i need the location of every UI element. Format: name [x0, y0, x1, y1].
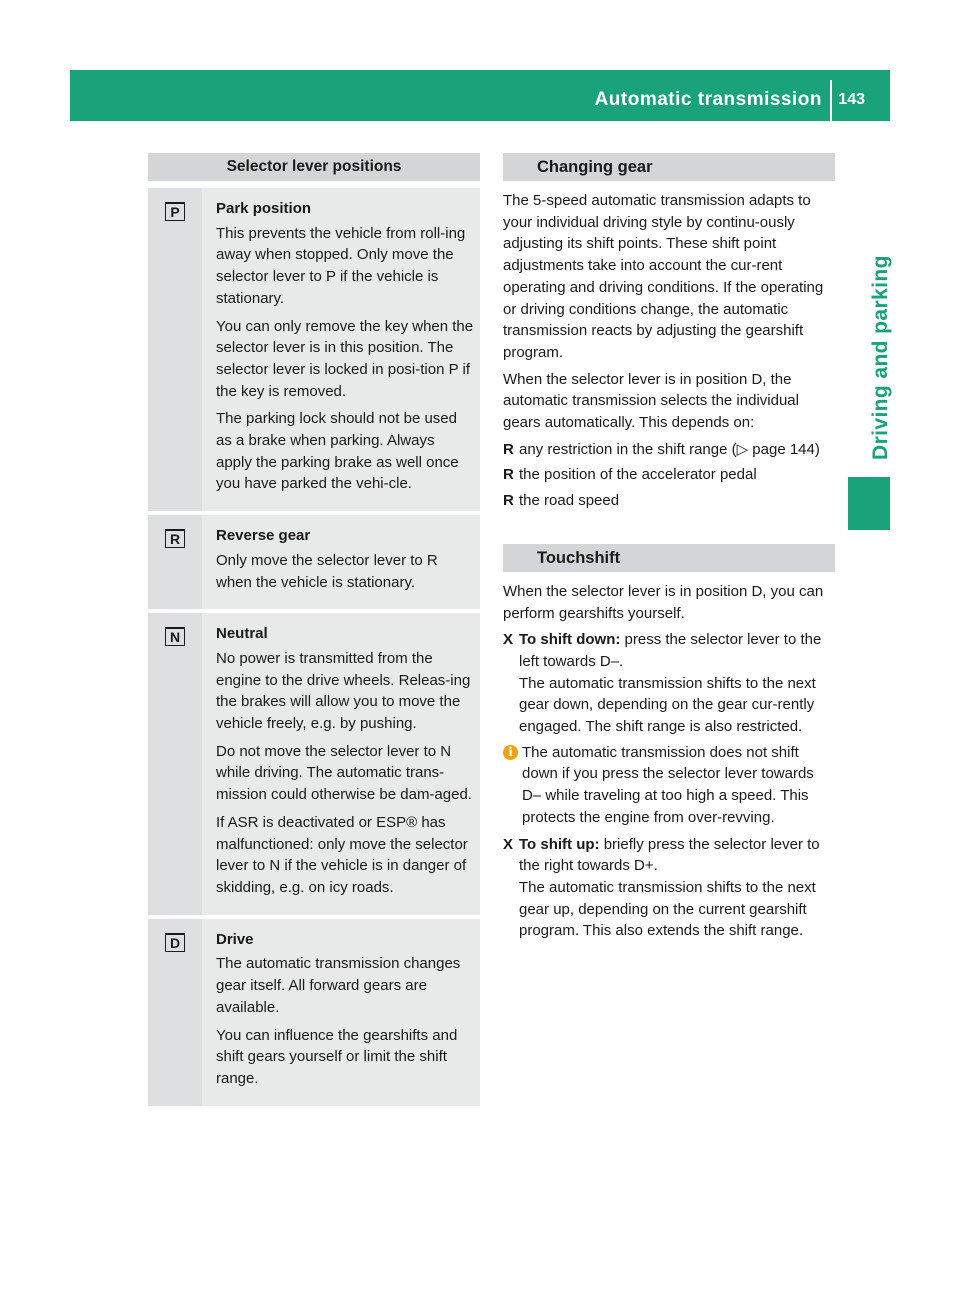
right-column	[503, 153, 835, 946]
gear-n-icon: N	[165, 627, 185, 646]
bullet-text: the position of the accelerator pedal	[519, 466, 757, 484]
bullet-icon: R	[503, 466, 514, 484]
row-paragraph: Only move the selector lever to R when the vehicle is stationary.	[216, 551, 438, 591]
table-row	[148, 919, 480, 1106]
page-header	[70, 70, 890, 121]
changing-gear-body	[503, 190, 835, 512]
row-paragraph: You can influence the gearshifts and shift gears yourself or limit the shift range.	[216, 1026, 458, 1087]
step-label: To shift up:	[519, 835, 600, 853]
step-arrow-icon: X	[503, 631, 514, 649]
row-paragraph: Do not move the selector lever to N while driving. The automatic trans-mission could otherwise be dam-aged.	[216, 742, 472, 804]
row-paragraph: This prevents the vehicle from roll-ing away when stopped. Only move the selector lever to P if the vehicle is stationary.	[216, 224, 466, 307]
header-title: Automatic transmission	[594, 89, 822, 110]
step-text: press the selector lever to the left towards D–.	[519, 631, 822, 670]
touchshift-title: Touchshift	[503, 544, 835, 572]
step-result: The automatic transmission shifts to the next gear up, depending on the current gearshift program. This also extends the shift range.	[519, 878, 816, 940]
gear-d-icon: D	[165, 933, 185, 952]
info-note	[503, 742, 835, 829]
positions-table	[148, 188, 480, 1106]
side-tab-label: Driving and parking	[869, 255, 892, 460]
row-title: Reverse gear	[216, 527, 311, 545]
step-result: The automatic transmission shifts to the next gear down, depending on the gear cur-rently engaged. The shift range is also restricted.	[519, 674, 816, 736]
info-icon: i	[503, 745, 518, 760]
changing-gear-title: Changing gear	[503, 153, 835, 181]
step-item	[503, 629, 835, 738]
step-arrow-icon: X	[503, 835, 514, 853]
body-paragraph: When the selector lever is in position D, the automatic transmission selects the individual gears automatically. This depends on:	[503, 370, 799, 432]
bullet-text: any restriction in the shift range (▷ page 144)	[519, 440, 820, 458]
row-title: Park position	[216, 200, 312, 217]
section-title: Selector lever positions	[148, 153, 480, 181]
row-paragraph: You can only remove the key when the selector lever is in this position. The selector lever is locked in posi-tion P if the key is removed.	[216, 317, 474, 400]
table-row	[148, 515, 480, 609]
page-number: 143	[838, 91, 865, 108]
table-row	[148, 613, 480, 914]
bullet-icon: R	[503, 492, 514, 510]
selector-positions-section	[148, 153, 480, 1110]
bullet-text: the road speed	[519, 492, 620, 510]
list-item	[503, 464, 835, 486]
header-separator	[830, 80, 832, 121]
list-item	[503, 439, 835, 461]
body-paragraph: When the selector lever is in position D, you can perform gearshifts yourself.	[503, 582, 824, 622]
gear-r-icon: R	[165, 529, 185, 548]
row-title: Drive	[216, 930, 254, 948]
gear-p-icon: P	[165, 202, 185, 221]
row-paragraph: The automatic transmission changes gear itself. All forward gears are available.	[216, 955, 461, 1016]
step-label: To shift down:	[519, 631, 621, 649]
row-paragraph: No power is transmitted from the engine to the drive wheels. Releas-ing the brakes will allow you to move the vehicle freely, e.g. by pushing.	[216, 649, 471, 733]
touchshift-body	[503, 581, 835, 942]
list-item	[503, 490, 835, 512]
row-paragraph: If ASR is deactivated or ESP® has malfunctioned: only move the selector lever to N if the vehicle is in danger of skidding, e.g. on icy roads.	[216, 813, 468, 896]
table-row	[148, 188, 480, 511]
info-text: The automatic transmission does not shift down if you press the selector lever towards D– while traveling at too high a speed. This protects the engine from over-revving.	[522, 743, 814, 826]
side-tab-marker	[848, 477, 890, 530]
step-text: briefly press the selector lever to the right towards D+.	[519, 835, 820, 875]
step-item	[503, 834, 835, 943]
body-paragraph: The 5-speed automatic transmission adapts to your individual driving style by continu-ously adjusting its shift points. These shift point adjustments take into account the cur-rent operating and driving conditions. If the operating or driving conditions change, the automatic transmission reacts by adjusting the gearshift program.	[503, 192, 824, 361]
row-title: Neutral	[216, 625, 268, 643]
bullet-icon: R	[503, 440, 514, 458]
row-paragraph: The parking lock should not be used as a brake when parking. Always apply the parking brake as well once you have parked the vehi-cle.	[216, 410, 459, 493]
